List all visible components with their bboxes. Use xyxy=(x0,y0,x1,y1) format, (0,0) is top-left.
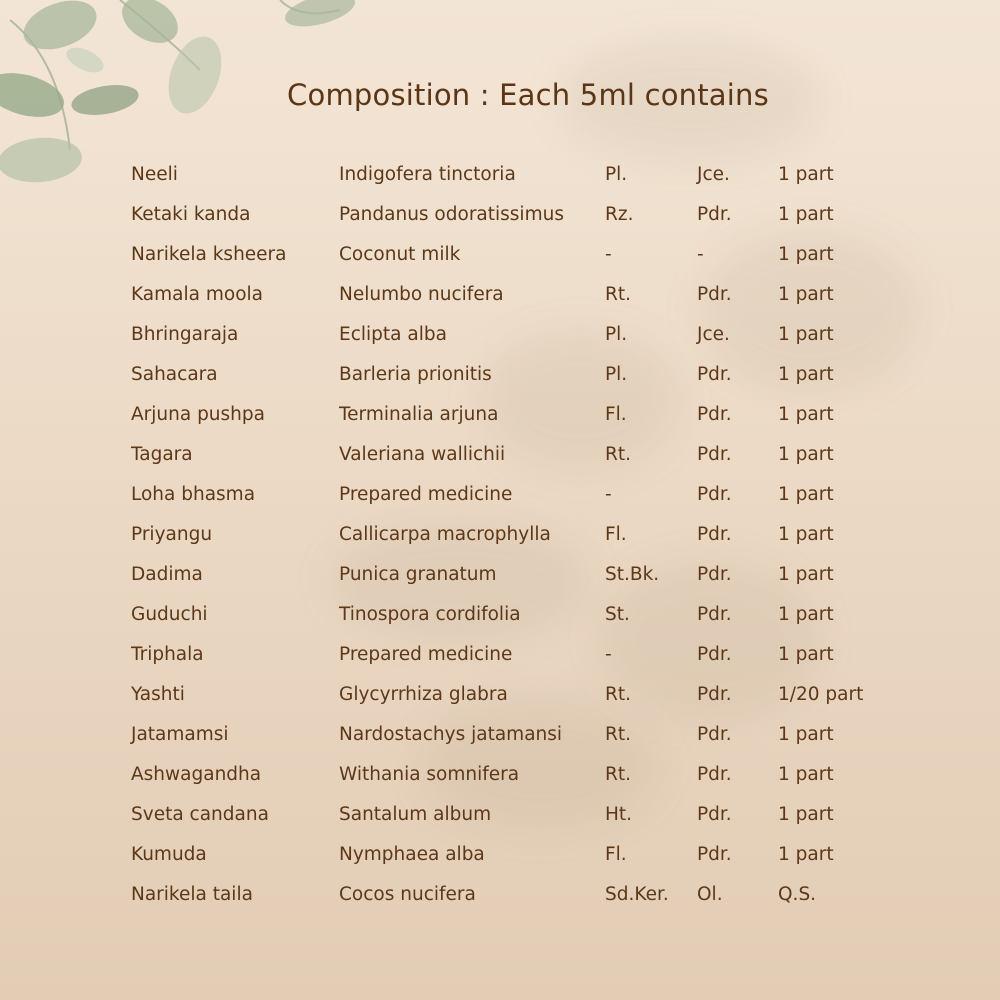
quantity: 1 part xyxy=(778,444,834,465)
table-row xyxy=(131,560,951,600)
preparation-form: Pdr. xyxy=(697,724,732,745)
quantity: 1 part xyxy=(778,404,834,425)
ingredient-name: Dadima xyxy=(131,564,203,585)
ingredient-name: Guduchi xyxy=(131,604,208,625)
ingredient-name: Kumuda xyxy=(131,844,207,865)
table-row xyxy=(131,600,951,640)
table-row xyxy=(131,200,951,240)
ingredient-name: Sahacara xyxy=(131,364,218,385)
plant-part: Rz. xyxy=(605,204,634,225)
plant-part: Ht. xyxy=(605,804,633,825)
quantity: 1 part xyxy=(778,484,834,505)
preparation-form: Pdr. xyxy=(697,844,732,865)
botanical-name: Terminalia arjuna xyxy=(339,404,499,425)
plant-part: Rt. xyxy=(605,284,631,305)
table-row xyxy=(131,800,951,840)
plant-part: Pl. xyxy=(605,364,628,385)
plant-part: Pl. xyxy=(605,324,628,345)
plant-part: Rt. xyxy=(605,444,631,465)
botanical-name: Cocos nucifera xyxy=(339,884,476,905)
botanical-name: Glycyrrhiza glabra xyxy=(339,684,508,705)
botanical-name: Pandanus odoratissimus xyxy=(339,204,564,225)
ingredient-name: Jatamamsi xyxy=(131,724,229,745)
plant-part: St.Bk. xyxy=(605,564,660,585)
ingredient-name: Loha bhasma xyxy=(131,484,256,505)
quantity: 1 part xyxy=(778,204,834,225)
ingredient-name: Neeli xyxy=(131,164,178,185)
botanical-name: Nelumbo nucifera xyxy=(339,284,504,305)
ingredient-name: Ketaki kanda xyxy=(131,204,251,225)
ingredient-name: Narikela ksheera xyxy=(131,244,287,265)
botanical-name: Santalum album xyxy=(339,804,492,825)
ingredient-name: Narikela taila xyxy=(131,884,253,905)
plant-part: Rt. xyxy=(605,684,631,705)
ingredient-name: Priyangu xyxy=(131,524,213,545)
ingredient-name: Kamala moola xyxy=(131,284,263,305)
ingredient-name: Sveta candana xyxy=(131,804,269,825)
quantity: 1 part xyxy=(778,244,834,265)
plant-part: - xyxy=(605,644,612,665)
page-title: Composition : Each 5ml contains xyxy=(287,78,769,112)
table-row xyxy=(131,680,951,720)
ingredient-name: Bhringaraja xyxy=(131,324,239,345)
ingredient-name: Yashti xyxy=(131,684,185,705)
table-row xyxy=(131,760,951,800)
quantity: 1 part xyxy=(778,844,834,865)
composition-table xyxy=(131,160,951,920)
quantity: 1 part xyxy=(778,804,834,825)
botanical-name: Coconut milk xyxy=(339,244,461,265)
quantity: Q.S. xyxy=(778,884,817,905)
preparation-form: - xyxy=(697,244,704,265)
plant-part: - xyxy=(605,484,612,505)
preparation-form: Pdr. xyxy=(697,484,732,505)
botanical-name: Prepared medicine xyxy=(339,484,513,505)
botanical-name: Punica granatum xyxy=(339,564,497,585)
botanical-name: Barleria prionitis xyxy=(339,364,492,385)
botanical-name: Prepared medicine xyxy=(339,644,513,665)
table-row xyxy=(131,360,951,400)
table-row xyxy=(131,480,951,520)
preparation-form: Pdr. xyxy=(697,444,732,465)
plant-part: Rt. xyxy=(605,724,631,745)
preparation-form: Pdr. xyxy=(697,684,732,705)
preparation-form: Jce. xyxy=(697,164,730,185)
botanical-name: Withania somnifera xyxy=(339,764,520,785)
preparation-form: Pdr. xyxy=(697,644,732,665)
quantity: 1 part xyxy=(778,324,834,345)
plant-part: Fl. xyxy=(605,404,627,425)
preparation-form: Pdr. xyxy=(697,604,732,625)
table-row xyxy=(131,840,951,880)
preparation-form: Jce. xyxy=(697,324,730,345)
table-row xyxy=(131,280,951,320)
table-row xyxy=(131,640,951,680)
preparation-form: Pdr. xyxy=(697,364,732,385)
preparation-form: Pdr. xyxy=(697,564,732,585)
botanical-name: Nardostachys jatamansi xyxy=(339,724,563,745)
quantity: 1/20 part xyxy=(778,684,864,705)
quantity: 1 part xyxy=(778,764,834,785)
table-row xyxy=(131,160,951,200)
table-row xyxy=(131,880,951,920)
botanical-name: Nymphaea alba xyxy=(339,844,485,865)
ingredient-name: Tagara xyxy=(131,444,193,465)
ingredient-name: Ashwagandha xyxy=(131,764,262,785)
table-row xyxy=(131,400,951,440)
botanical-name: Tinospora cordifolia xyxy=(339,604,521,625)
table-row xyxy=(131,440,951,480)
plant-part: Sd.Ker. xyxy=(605,884,669,905)
botanical-name: Callicarpa macrophylla xyxy=(339,524,551,545)
plant-part: Fl. xyxy=(605,524,627,545)
preparation-form: Pdr. xyxy=(697,284,732,305)
plant-part: St. xyxy=(605,604,630,625)
quantity: 1 part xyxy=(778,644,834,665)
table-row xyxy=(131,240,951,280)
ingredient-name: Triphala xyxy=(131,644,204,665)
table-row xyxy=(131,520,951,560)
ingredient-name: Arjuna pushpa xyxy=(131,404,265,425)
preparation-form: Pdr. xyxy=(697,804,732,825)
plant-part: - xyxy=(605,244,612,265)
plant-part: Fl. xyxy=(605,844,627,865)
quantity: 1 part xyxy=(778,364,834,385)
quantity: 1 part xyxy=(778,724,834,745)
table-row xyxy=(131,320,951,360)
preparation-form: Ol. xyxy=(697,884,723,905)
botanical-name: Valeriana wallichii xyxy=(339,444,506,465)
quantity: 1 part xyxy=(778,524,834,545)
quantity: 1 part xyxy=(778,604,834,625)
quantity: 1 part xyxy=(778,284,834,305)
preparation-form: Pdr. xyxy=(697,204,732,225)
quantity: 1 part xyxy=(778,564,834,585)
table-row xyxy=(131,720,951,760)
preparation-form: Pdr. xyxy=(697,524,732,545)
preparation-form: Pdr. xyxy=(697,404,732,425)
plant-part: Pl. xyxy=(605,164,628,185)
botanical-name: Indigofera tinctoria xyxy=(339,164,516,185)
plant-part: Rt. xyxy=(605,764,631,785)
quantity: 1 part xyxy=(778,164,834,185)
preparation-form: Pdr. xyxy=(697,764,732,785)
botanical-name: Eclipta alba xyxy=(339,324,447,345)
